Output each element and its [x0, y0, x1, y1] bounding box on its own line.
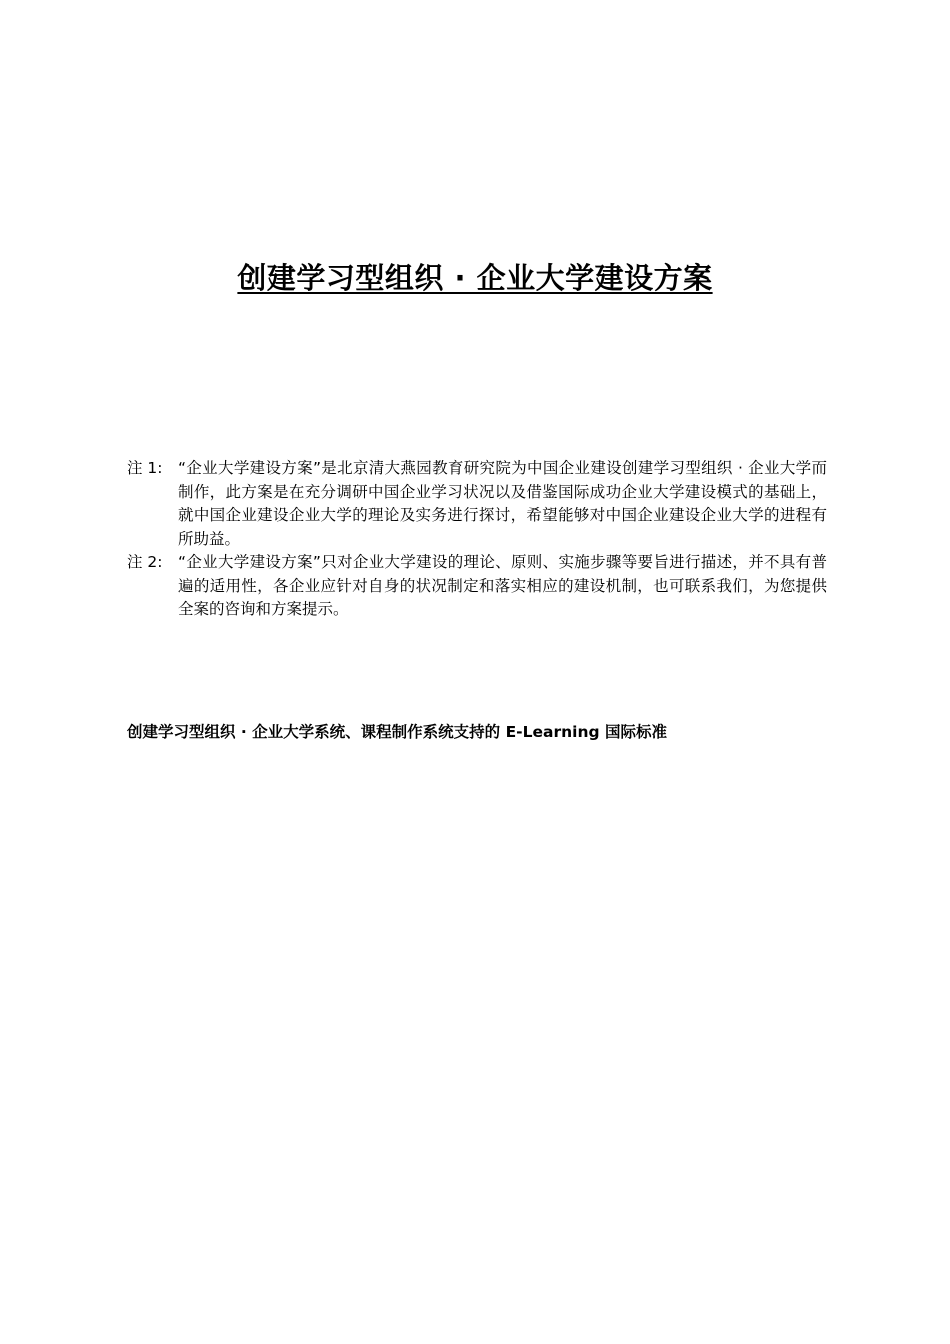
note-1-text: “企业大学建设方案”是北京清大燕园教育研究院为中国企业建设创建学习型组织 · 企业大学而制作，此方案是在充分调研中国企业学习状况以及借鉴国际成功企业大学建设模式的基础上，就中国企业建设企业大学的理论及实务进行探讨，希望能够对中国企业建设企业大学的进程有所助益。: [178, 459, 827, 548]
document-title-text: 创建学习型组织 · 企业大学建设方案: [237, 261, 713, 295]
note-2-text: “企业大学建设方案”只对企业大学建设的理论、原则、实施步骤等要旨进行描述，并不具有普遍的适用性，各企业应针对自身的状况制定和落实相应的建设机制，也可联系我们，为您提供全案的咨询和方案提示。: [178, 553, 827, 618]
section-heading: 创建学习型组织 · 企业大学系统、课程制作系统支持的 E-Learning 国际标准: [127, 723, 667, 741]
notes-block: [127, 457, 827, 622]
note-1-label: 注 1:: [127, 459, 163, 477]
note-2-label: 注 2:: [127, 553, 163, 571]
note-1: [127, 457, 827, 551]
document-title: [0, 258, 950, 298]
note-2: [127, 551, 827, 622]
